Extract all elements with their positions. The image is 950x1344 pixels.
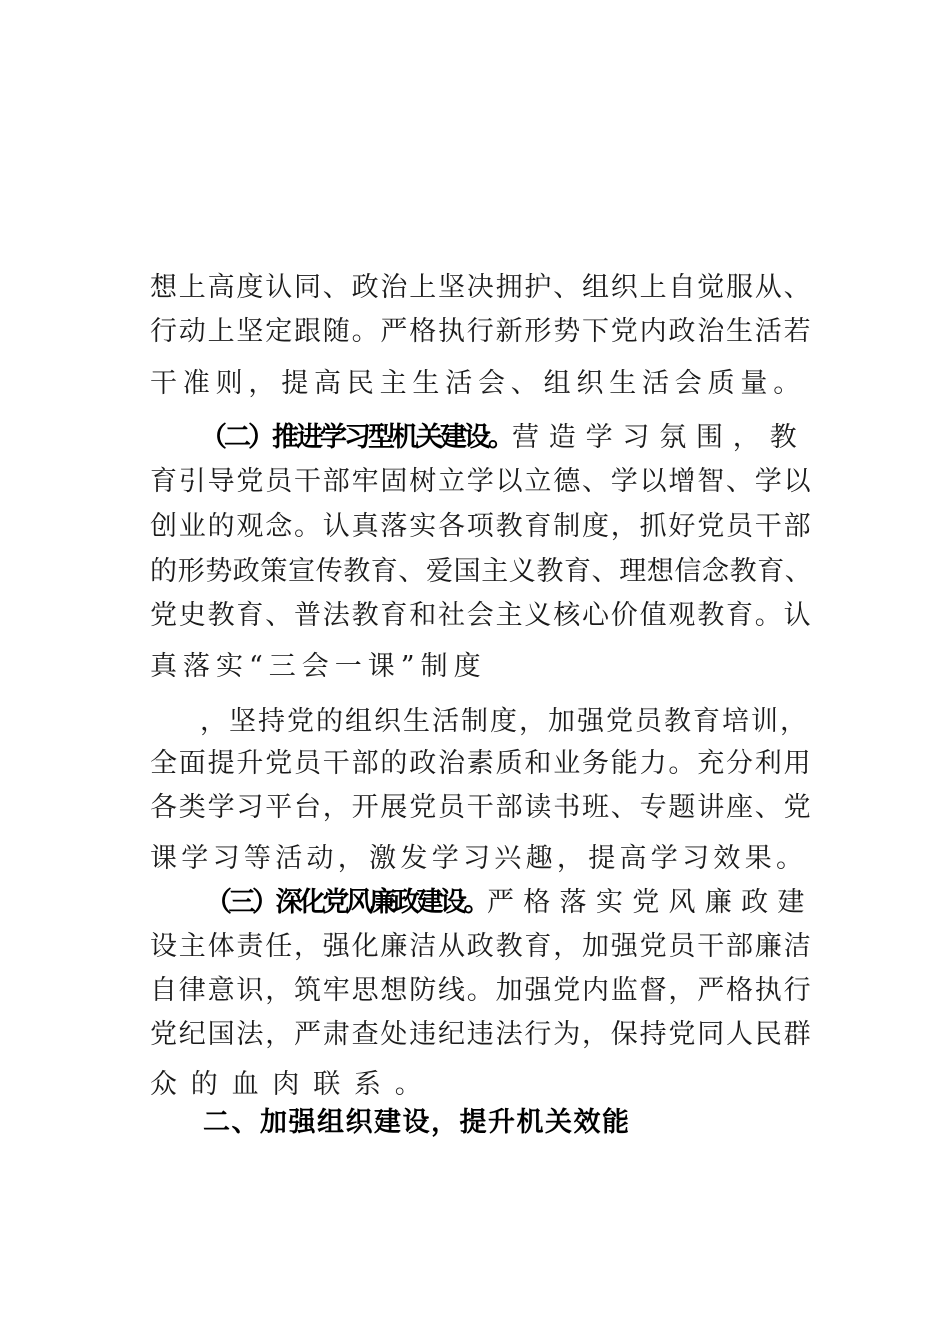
text-line: 育引导党员干部牢固树立学以立德、学以增智、学以 bbox=[150, 466, 813, 497]
paragraph-heading: （二）推进学习型机关建设。 bbox=[200, 422, 512, 453]
text-line: 行动上坚定跟随。严格执行新形势下党内政治生活若 bbox=[150, 316, 813, 347]
text-line: 真落实“三会一课”制度 bbox=[150, 651, 487, 682]
text-line bbox=[205, 886, 814, 920]
text-run: 营造学习氛围，教 bbox=[512, 422, 807, 453]
text-run: 严格落实党风廉政建 bbox=[487, 887, 814, 918]
text-line: 想上高度认同、政治上坚决拥护、组织上自觉服从、 bbox=[150, 272, 813, 303]
text-line bbox=[200, 421, 806, 455]
text-line: 创业的观念。认真落实各项教育制度，抓好党员干部 bbox=[150, 511, 813, 542]
text-line: 全面提升党员干部的政治素质和业务能力。充分利用 bbox=[150, 748, 813, 779]
text-line: 众的血肉联系。 bbox=[150, 1069, 436, 1100]
text-line: ，坚持党的组织生活制度，加强党员教育培训， bbox=[200, 706, 809, 737]
text-line: 各类学习平台，开展党员干部读书班、专题讲座、党 bbox=[150, 792, 813, 823]
text-line: 课学习等活动，激发学习兴趣，提高学习效果。 bbox=[150, 843, 808, 874]
text-line: 党史教育、普法教育和社会主义核心价值观教育。认 bbox=[150, 600, 813, 631]
text-line: 干准则，提高民主生活会、组织生活会质量。 bbox=[150, 368, 806, 399]
text-line: 设主体责任，强化廉洁从政教育，加强党员干部廉洁 bbox=[150, 931, 813, 962]
text-line: 的形势政策宣传教育、爱国主义教育、理想信念教育、 bbox=[150, 556, 813, 587]
paragraph-heading: （三）深化党风廉政建设。 bbox=[205, 887, 487, 918]
text-line: 自律意识，筑牢思想防线。加强党内监督，严格执行 bbox=[150, 975, 813, 1006]
text-line: 党纪国法，严肃查处违纪违法行为，保持党同人民群 bbox=[150, 1019, 813, 1050]
section-heading: 二、加强组织建设，提升机关效能 bbox=[203, 1107, 631, 1138]
